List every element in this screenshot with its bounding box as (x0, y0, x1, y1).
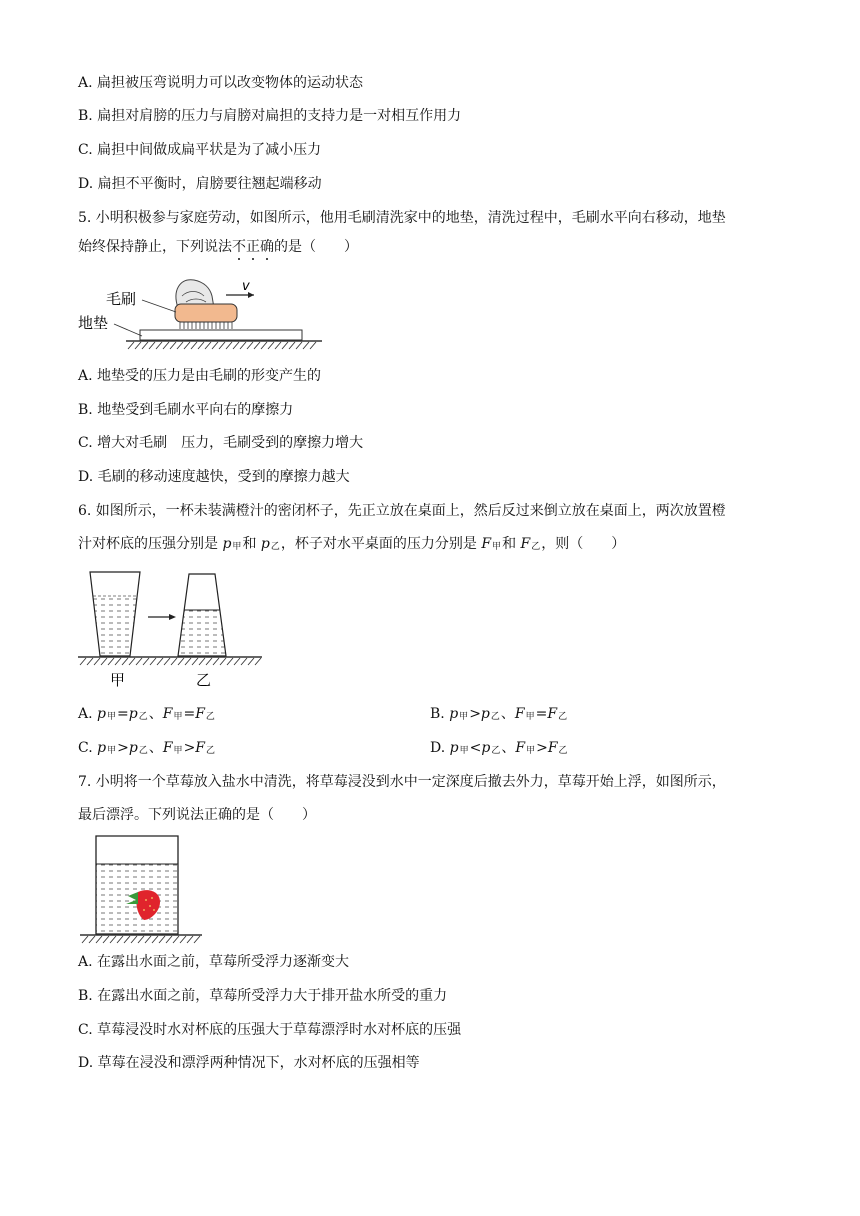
q7-stem-line2: 最后漂浮。下列说法正确的是（ ） (78, 807, 316, 823)
ground-hatch (82, 936, 200, 943)
q5-stem-line1: 5. 小明积极参与家庭劳动，如图所示，他用毛刷清洗家中的地垫，清洗过程中，毛刷水平向右移动，地垫 (78, 210, 726, 226)
sub-yi: 乙 (490, 712, 500, 722)
symbol-f: F (162, 706, 173, 722)
sub-jia: 甲 (173, 746, 183, 756)
option-letter: B. (430, 706, 450, 722)
sub-yi: 乙 (206, 746, 216, 756)
option-letter: D. (430, 740, 450, 756)
q4-option-d: D. 扁担不平衡时，肩膀要往翘起端移动 (78, 176, 322, 192)
emphasized-char: 正 (246, 239, 260, 255)
sub-yi: 乙 (270, 542, 280, 552)
symbol-f: F (547, 740, 558, 756)
relation: = (117, 706, 129, 722)
q6-option-a (78, 704, 216, 727)
q5-emphasis (232, 239, 274, 255)
symbol-p: p (449, 706, 459, 722)
separator: 、 (148, 706, 163, 722)
symbol-f: F (481, 536, 492, 552)
q4-option-a: A. 扁担被压弯说明力可以改变物体的运动状态 (78, 75, 364, 91)
q7-figure-beaker (76, 832, 206, 944)
q7-option-b: B. 在露出水面之前，草莓所受浮力大于排开盐水所受的重力 (78, 988, 448, 1004)
sub-yi: 乙 (205, 712, 215, 722)
q5-figure-brush-mat (76, 268, 326, 354)
symbol-p: p (222, 536, 232, 552)
sub-jia: 甲 (492, 542, 502, 552)
q6-figure-cups (76, 566, 266, 692)
q5-option-d: D. 毛刷的移动速度越快，受到的摩擦力越大 (78, 469, 350, 485)
relation: < (469, 740, 482, 756)
relation: = (535, 706, 548, 722)
q6-text: ，则（ ） (541, 536, 626, 552)
symbol-p: p (128, 706, 138, 722)
symbol-p: p (260, 536, 270, 552)
symbol-f: F (515, 740, 526, 756)
q5-stem-text: 始终保持静止，下列说法 (78, 239, 232, 255)
q4-option-c: C. 扁担中间做成扁平状是为了减小压力 (78, 142, 322, 158)
symbol-p: p (97, 706, 106, 722)
sub-jia: 甲 (106, 712, 116, 722)
q6-option-c (78, 738, 216, 761)
q5-option-c: C. 增大对毛刷 压力，毛刷受到的摩擦力增大 (78, 435, 364, 451)
separator: 、 (500, 706, 515, 722)
option-letter: C. (78, 740, 98, 756)
brush-block (175, 304, 237, 322)
sub-yi: 乙 (491, 746, 501, 756)
ground-hatch (80, 658, 261, 665)
sub-yi: 乙 (558, 746, 568, 756)
mat-label: 地垫 (78, 314, 109, 332)
q7-stem-line1: 7. 小明将一个草莓放入盐水中清洗，将草莓浸没到水中一定深度后撤去外力，草莓开始上浮，如图所示， (78, 774, 726, 790)
symbol-f: F (162, 740, 173, 756)
q6-text: 和 (242, 536, 261, 552)
sub-jia: 甲 (459, 712, 469, 722)
symbol-p: p (128, 740, 138, 756)
mat (140, 330, 302, 340)
cup-jia-liquid (93, 596, 137, 656)
relation: > (469, 706, 481, 722)
relation: > (183, 740, 196, 756)
relation: = (183, 706, 196, 722)
sub-jia: 甲 (107, 746, 117, 756)
cup-yi-liquid (178, 610, 226, 656)
sub-jia: 甲 (526, 746, 536, 756)
q7-option-d: D. 草莓在浸没和漂浮两种情况下，水对杯底的压强相等 (78, 1055, 420, 1071)
separator: 、 (148, 740, 163, 756)
q6-stem-line2 (78, 534, 625, 557)
q7-option-c: C. 草莓浸没时水对杯底的压强大于草莓漂浮时水对杯底的压强 (78, 1022, 462, 1038)
velocity-label: v (242, 279, 250, 294)
q6-option-b (430, 704, 568, 727)
symbol-p: p (480, 706, 490, 722)
symbol-f: F (520, 536, 531, 552)
relation: > (117, 740, 129, 756)
label-jia: 甲 (110, 671, 126, 689)
separator: 、 (501, 740, 516, 756)
symbol-p: p (449, 740, 459, 756)
label-yi: 乙 (196, 671, 212, 689)
q5-stem-line2 (78, 237, 358, 257)
sub-yi: 乙 (138, 746, 148, 756)
brush-label: 毛刷 (106, 290, 137, 308)
q7-option-a: A. 在露出水面之前，草莓所受浮力逐渐变大 (78, 954, 350, 970)
q5-stem-tail: 的是（ ） (274, 239, 358, 255)
q6-option-d (430, 738, 569, 761)
symbol-f: F (547, 706, 558, 722)
q5-option-b: B. 地垫受到毛刷水平向右的摩擦力 (78, 402, 294, 418)
sub-jia: 甲 (232, 542, 242, 552)
q6-text: ，杯子对水平桌面的压力分别是 (280, 536, 482, 552)
sub-yi: 乙 (558, 712, 568, 722)
symbol-f: F (195, 740, 206, 756)
emphasized-char: 不 (232, 239, 246, 255)
ground-hatch (128, 342, 316, 349)
symbol-f: F (514, 706, 525, 722)
symbol-p: p (97, 740, 107, 756)
sub-yi: 乙 (138, 712, 148, 722)
sub-jia: 甲 (173, 712, 183, 722)
q6-text: 汁对杯底的压强分别是 (78, 536, 223, 552)
q6-text: 和 (502, 536, 521, 552)
symbol-p: p (481, 740, 491, 756)
option-letter: A. (78, 706, 98, 722)
symbol-f: F (195, 706, 205, 722)
q5-option-a: A. 地垫受的压力是由毛刷的形变产生的 (78, 368, 322, 384)
emphasized-char: 确 (260, 239, 274, 255)
q6-stem-line1: 6. 如图所示，一杯未装满橙汁的密闭杯子，先正立放在桌面上，然后反过来倒立放在桌面上，两次放置橙 (78, 503, 726, 519)
sub-yi: 乙 (531, 542, 541, 552)
sub-jia: 甲 (525, 712, 535, 722)
relation: > (536, 740, 548, 756)
q4-option-b: B. 扁担对肩膀的压力与肩膀对扁担的支持力是一对相互作用力 (78, 108, 462, 124)
brush-bristles (180, 322, 232, 329)
sub-jia: 甲 (459, 746, 469, 756)
